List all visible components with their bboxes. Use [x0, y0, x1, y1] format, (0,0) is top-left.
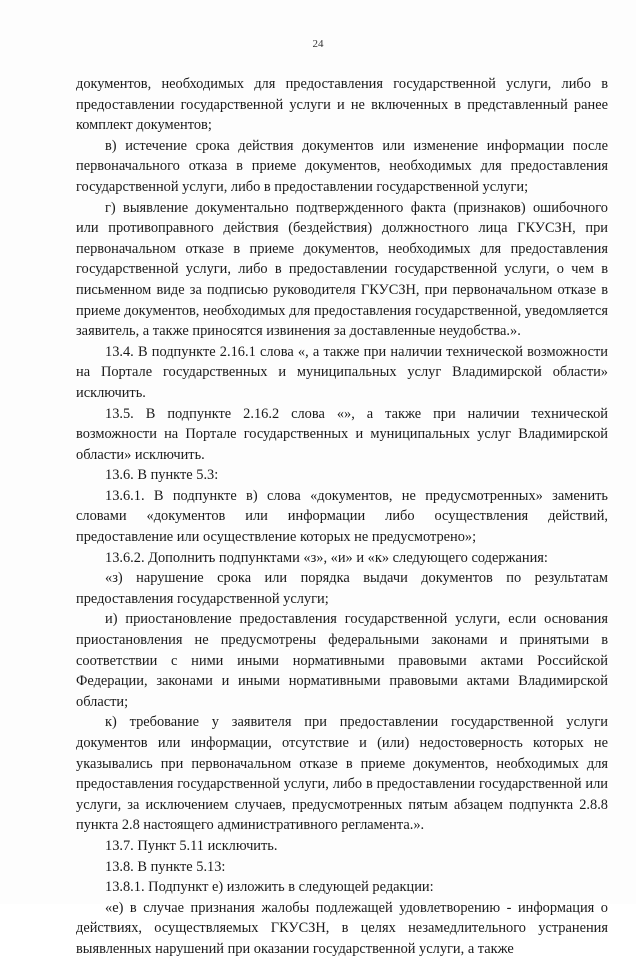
paragraph-continuation: документов, необходимых для предоставления государственной услуги, либо в предоставлении государственной услуги и не включенных в представленный ранее комплект документов;	[76, 76, 608, 134]
paragraph-13-5: 13.5. В подпункте 2.16.2 слова «», а также при наличии технической возможности на Портале государственных и муниципальных услуг Владимирской области» исключить.	[76, 405, 608, 463]
paragraph-item-k: к) требование у заявителя при предоставлении государственной услуги документов или информации, отсутствие и (или) недостоверность которых не указывались при первоначальном отказе в приеме документов, необходимых для предоставления государственной услуги, либо в предоставлении государственной или услуги, за исключением случаев, предусмотренных пятым абзацем подпункта 2.8.8 пункта 2.8 настоящего административного регламента.».	[76, 714, 608, 834]
paragraph-13-6-1: 13.6.1. В подпункте в) слова «документов, не предусмотренных» заменить словами «документов или информации либо осуществления действий, предоставление или осуществление которых не предусмотрено»;	[76, 487, 608, 546]
paragraph-13-4: 13.4. В подпункте 2.16.1 слова «, а также при наличии технической возможности на Портале государственных и муниципальных услуг Владимирской области» исключить.	[76, 343, 608, 401]
paragraph-item-z: «з) нарушение срока или порядка выдачи документов по результатам предоставления государственной услуги;	[76, 570, 608, 607]
page-number: 24	[312, 38, 324, 50]
paragraph-13-8-1: 13.8.1. Подпункт е) изложить в следующей редакции:	[105, 879, 434, 896]
document-body	[76, 74, 608, 960]
paragraph-item-v: в) истечение срока действия документов или изменение информации после первоначального отказа в приеме документов, необходимых для предоставления государственной услуги, либо в предоставлении государственной услуги;	[76, 137, 608, 195]
paragraph-item-g: г) выявление документально подтвержденного факта (признаков) ошибочного или противоправного действия (бездействия) должностного лица ГКУСЗН, при первоначальном отказе в приеме документов, необходимых для предоставления государственной услуги, либо в предоставлении государственной услуги, о чем в письменном виде за подписью руководителя ГКУСЗН, при первоначальном отказе в приеме документов, необходимых для предоставления государственной, уведомляется заявитель, а также приносятся извинения за доставленные неудобства.».	[76, 199, 608, 340]
paragraph-13-7: 13.7. Пункт 5.11 исключить.	[105, 837, 278, 854]
paragraph-13-6-2: 13.6.2. Дополнить подпунктами «з», «и» и «к» следующего содержания:	[105, 549, 548, 566]
paragraph-item-e: «е) в случае признания жалобы подлежащей удовлетворению - информация о действиях, осуществляемых ГКУСЗН, в целях незамедлительного устранения выявленных нарушений при оказании государственной услуги, а также	[76, 899, 608, 957]
paragraph-13-6: 13.6. В пункте 5.3:	[105, 467, 219, 484]
paragraph-13-8: 13.8. В пункте 5.13:	[105, 858, 226, 875]
paragraph-item-i: и) приостановление предоставления государственной услуги, если основания приостановления не предусмотрены федеральными законами и принятыми в соответствии с ними иными нормативными правовыми актами Российской Федерации, законами и иными нормативными правовыми актами Владимирской области;	[76, 611, 608, 710]
